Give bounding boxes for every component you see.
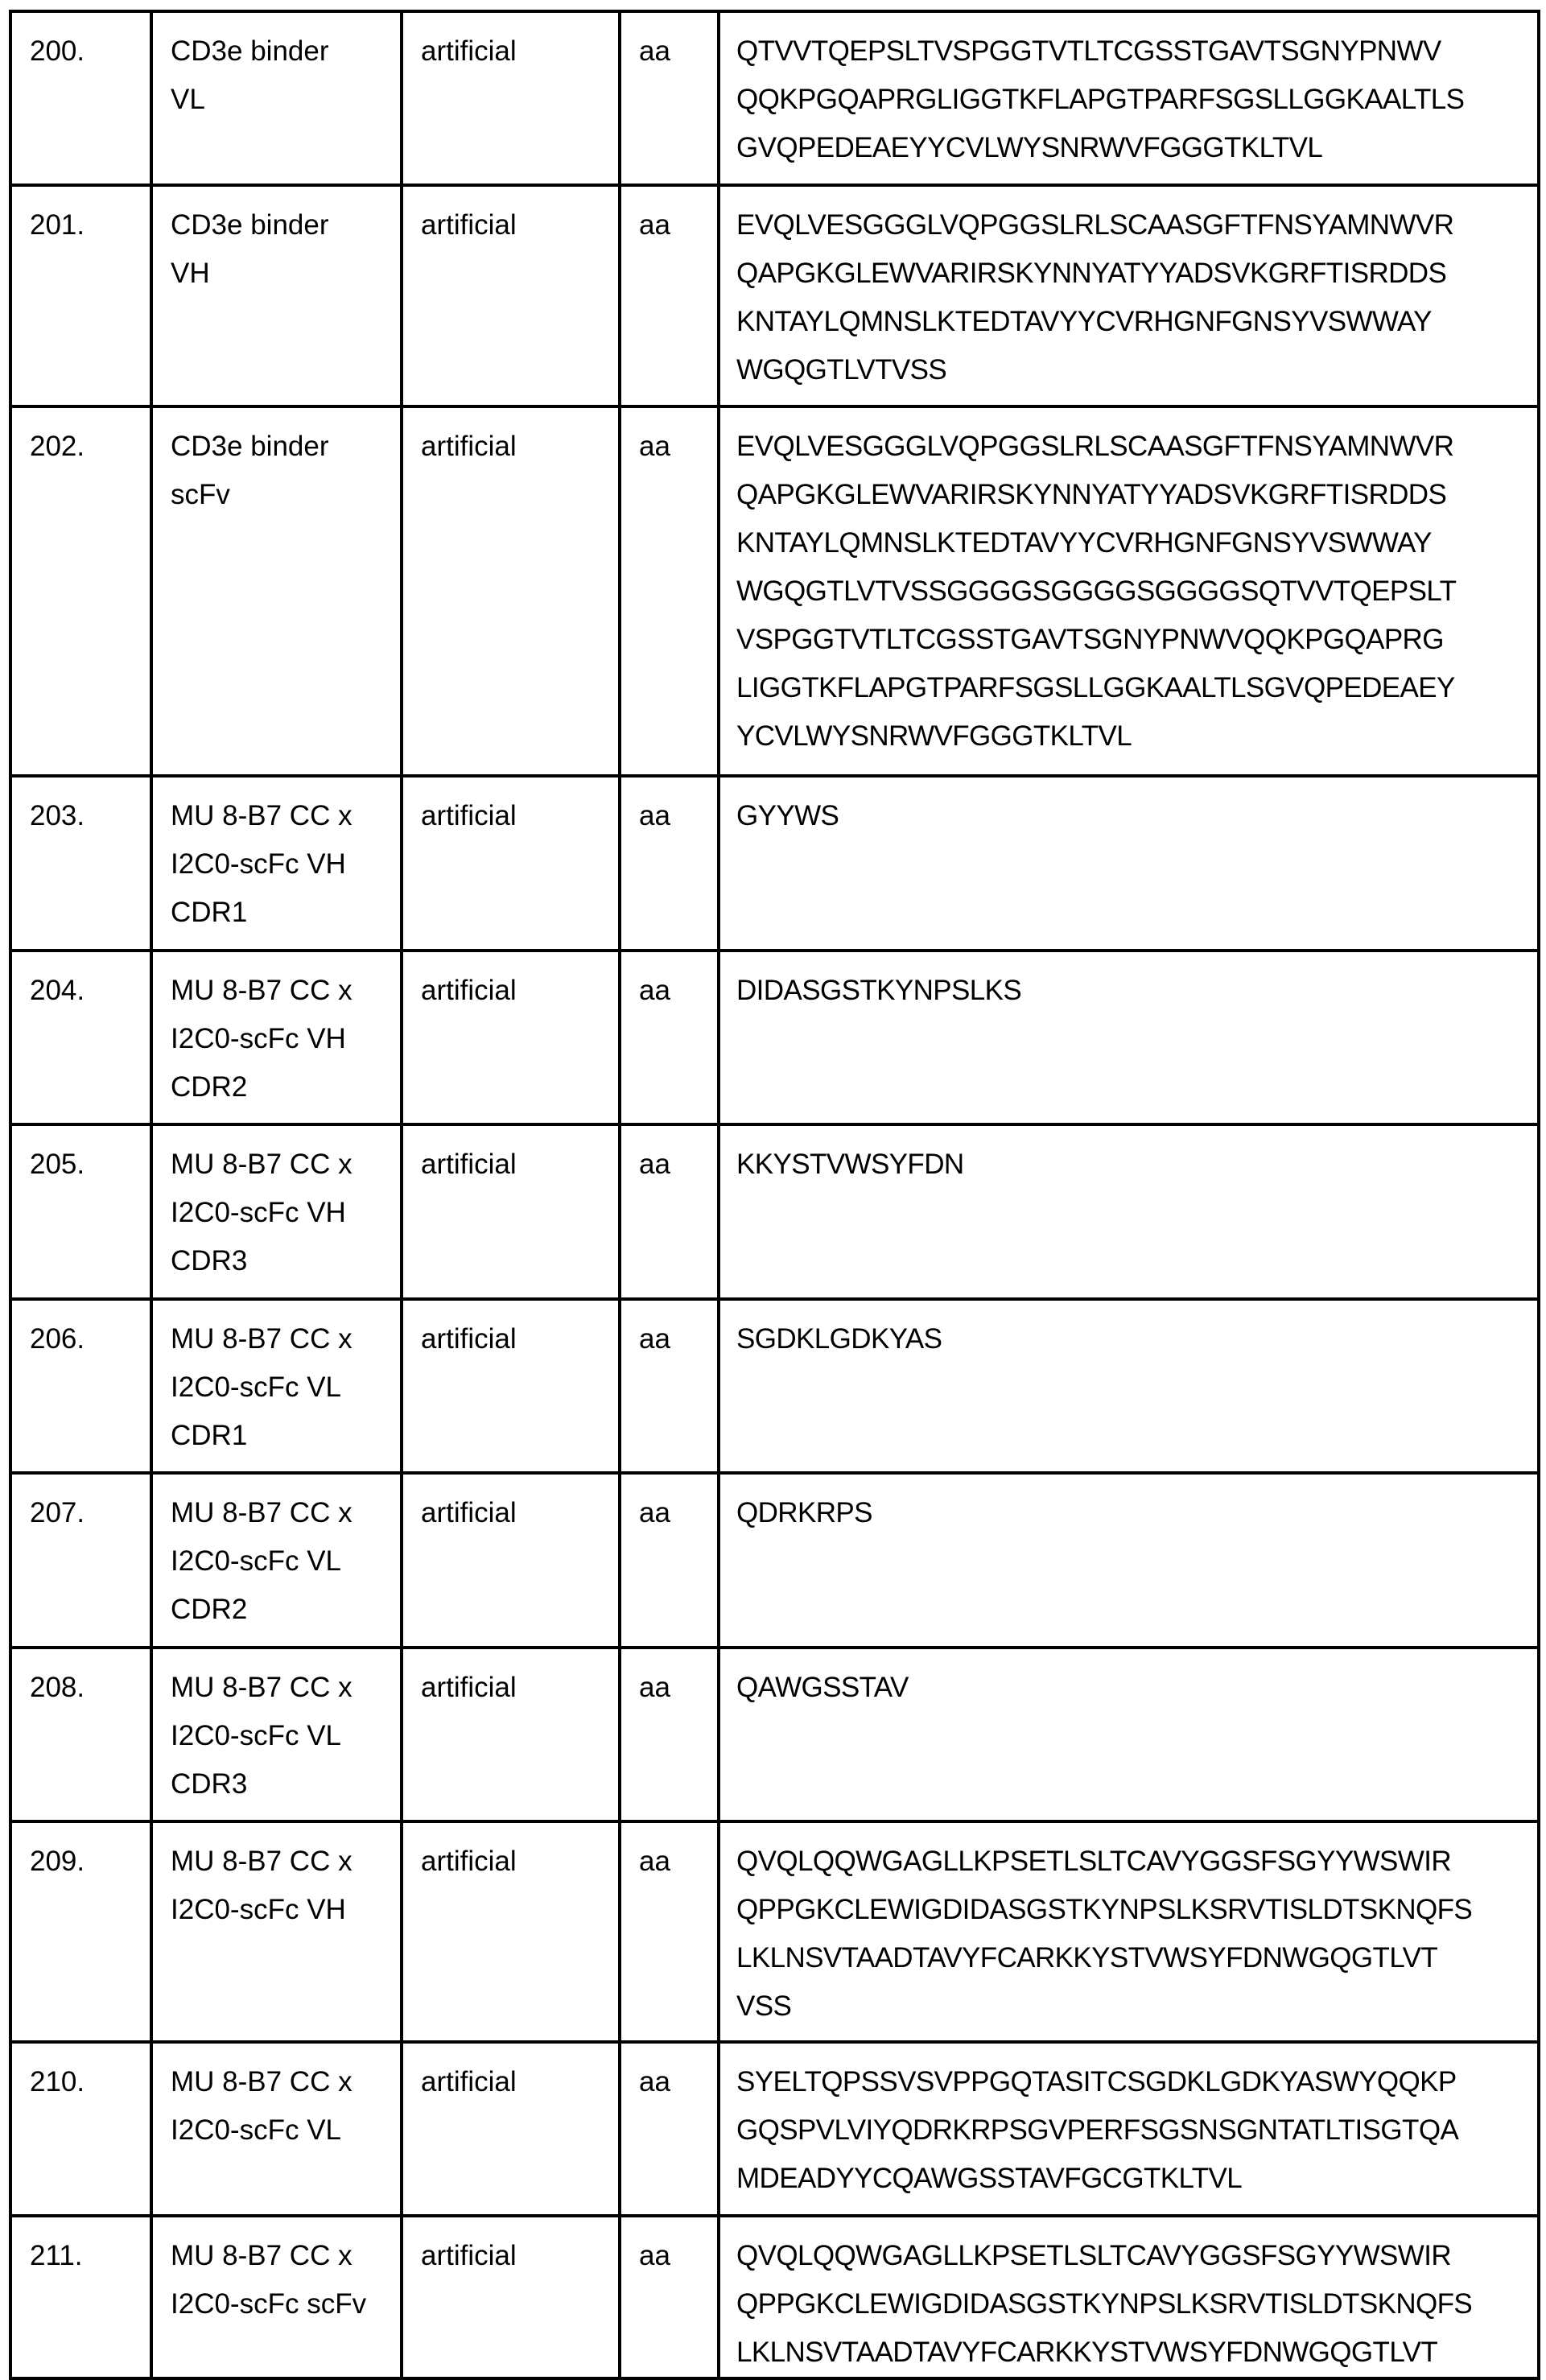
- table-row: [10, 1821, 1539, 2042]
- sequence-line: VSS: [736, 1982, 1537, 2031]
- table-row: [10, 185, 1539, 406]
- table-row: [10, 1124, 1539, 1299]
- seq-id-number: 205.: [10, 1124, 151, 1299]
- sequence-type: aa: [620, 185, 719, 406]
- sequence: [719, 951, 1539, 1124]
- sequence-type: aa: [620, 11, 719, 185]
- sequence-name: CD3e binder scFv: [151, 406, 402, 776]
- sequence-line: QQKPGQAPRGLIGGTKFLAPGTPARFSGSLLGGKAALTLS: [736, 76, 1537, 124]
- sequence-table: [9, 10, 1540, 2380]
- sequence-line: SGDKLGDKYAS: [736, 1315, 1537, 1363]
- sequence: [719, 1473, 1539, 1648]
- sequence-line: LKLNSVTAADTAVYFCARKKYSTVWSYFDNWGQGTLVT: [736, 2328, 1537, 2377]
- seq-id-number: 210.: [10, 2042, 151, 2216]
- seq-id-number: 203.: [10, 776, 151, 951]
- source-origin: artificial: [402, 1821, 620, 2042]
- sequence: [719, 2042, 1539, 2216]
- source-origin: artificial: [402, 185, 620, 406]
- sequence-name: MU 8-B7 CC x I2C0-scFc VL CDR2: [151, 1473, 402, 1648]
- table-row: [10, 406, 1539, 776]
- source-origin: artificial: [402, 2216, 620, 2378]
- sequence-line: WGQGTLVTVSSGGGGSGGGGSGGGGSQTVVTQEPSLT: [736, 567, 1537, 616]
- table-row: [10, 1299, 1539, 1473]
- sequence: [719, 776, 1539, 951]
- sequence-type: aa: [620, 1299, 719, 1473]
- sequence-line: KNTAYLQMNSLKTEDTAVYYCVRHGNFGNSYVSWWAY: [736, 298, 1537, 346]
- table-row: [10, 1473, 1539, 1648]
- seq-id-number: 204.: [10, 951, 151, 1124]
- sequence-line: KNTAYLQMNSLKTEDTAVYYCVRHGNFGNSYVSWWAY: [736, 519, 1537, 567]
- sequence: [719, 406, 1539, 776]
- source-origin: artificial: [402, 1299, 620, 1473]
- sequence-type: aa: [620, 1821, 719, 2042]
- sequence-name: MU 8-B7 CC x I2C0-scFc VH CDR2: [151, 951, 402, 1124]
- table-row: [10, 2216, 1539, 2378]
- sequence-line: EVQLVESGGGLVQPGGSLRLSCAASGFTFNSYAMNWVR: [736, 423, 1537, 471]
- sequence-line: MDEADYYCQAWGSSTAVFGCGTKLTVL: [736, 2155, 1537, 2203]
- source-origin: artificial: [402, 2042, 620, 2216]
- sequence-name: MU 8-B7 CC x I2C0-scFc VH CDR3: [151, 1124, 402, 1299]
- sequence-type: aa: [620, 951, 719, 1124]
- table-row: [10, 11, 1539, 185]
- sequence: [719, 1821, 1539, 2042]
- sequence-line: QAWGSSTAV: [736, 1664, 1537, 1712]
- seq-id-number: 207.: [10, 1473, 151, 1648]
- sequence-line: QAPGKGLEWVARIRSKYNNYATYYADSVKGRFTISRDDS: [736, 471, 1537, 519]
- sequence-line: DIDASGSTKYNPSLKS: [736, 967, 1537, 1015]
- sequence-line: QVQLQQWGAGLLKPSETLSLTCAVYGGSFSGYYWSWIR: [736, 1838, 1537, 1886]
- sequence-line: KKYSTVWSYFDN: [736, 1141, 1537, 1189]
- sequence-name: MU 8-B7 CC x I2C0-scFc VH CDR1: [151, 776, 402, 951]
- source-origin: artificial: [402, 776, 620, 951]
- sequence-line: GYYWS: [736, 792, 1537, 840]
- sequence-line: GQSPVLVIYQDRKRPSGVPERFSGSNSGNTATLTISGTQA: [736, 2106, 1537, 2155]
- sequence-name: MU 8-B7 CC x I2C0-scFc scFv: [151, 2216, 402, 2378]
- table-row: [10, 951, 1539, 1124]
- seq-id-number: 201.: [10, 185, 151, 406]
- sequence-line: SYELTQPSSVSVPPGQTASITCSGDKLGDKYASWYQQKP: [736, 2058, 1537, 2106]
- sequence-name: MU 8-B7 CC x I2C0-scFc VL CDR1: [151, 1299, 402, 1473]
- sequence-line: WGQGTLVTVSS: [736, 346, 1537, 394]
- seq-id-number: 209.: [10, 1821, 151, 2042]
- sequence-type: aa: [620, 2042, 719, 2216]
- seq-id-number: 206.: [10, 1299, 151, 1473]
- sequence-type: aa: [620, 1473, 719, 1648]
- sequence: [719, 11, 1539, 185]
- sequence-name: MU 8-B7 CC x I2C0-scFc VL CDR3: [151, 1648, 402, 1821]
- sequence-line: QVQLQQWGAGLLKPSETLSLTCAVYGGSFSGYYWSWIR: [736, 2232, 1537, 2280]
- sequence-line: QAPGKGLEWVARIRSKYNNYATYYADSVKGRFTISRDDS: [736, 250, 1537, 298]
- source-origin: artificial: [402, 951, 620, 1124]
- sequence-type: aa: [620, 406, 719, 776]
- sequence: [719, 2216, 1539, 2378]
- source-origin: artificial: [402, 1648, 620, 1821]
- source-origin: artificial: [402, 11, 620, 185]
- table-row: [10, 776, 1539, 951]
- table-row: [10, 2042, 1539, 2216]
- sequence-name: MU 8-B7 CC x I2C0-scFc VH: [151, 1821, 402, 2042]
- source-origin: artificial: [402, 406, 620, 776]
- sequence-line: LIGGTKFLAPGTPARFSGSLLGGKAALTLSGVQPEDEAEY: [736, 664, 1537, 712]
- sequence-line: VSPGGTVTLTCGSSTGAVTSGNYPNWVQQKPGQAPRG: [736, 616, 1537, 664]
- sequence-type: aa: [620, 776, 719, 951]
- sequence-name: MU 8-B7 CC x I2C0-scFc VL: [151, 2042, 402, 2216]
- sequence-line: QDRKRPS: [736, 1489, 1537, 1537]
- sequence-line: QPPGKCLEWIGDIDASGSTKYNPSLKSRVTISLDTSKNQFS: [736, 2280, 1537, 2328]
- sequence-name: CD3e binder VH: [151, 185, 402, 406]
- sequence-name: CD3e binder VL: [151, 11, 402, 185]
- source-origin: artificial: [402, 1124, 620, 1299]
- seq-id-number: 211.: [10, 2216, 151, 2378]
- sequence: [719, 1648, 1539, 1821]
- seq-id-number: 202.: [10, 406, 151, 776]
- source-origin: artificial: [402, 1473, 620, 1648]
- sequence-line: QTVVTQEPSLTVSPGGTVTLTCGSSTGAVTSGNYPNWV: [736, 27, 1537, 76]
- sequence-line: LKLNSVTAADTAVYFCARKKYSTVWSYFDNWGQGTLVT: [736, 1934, 1537, 1982]
- table-row: [10, 1648, 1539, 1821]
- seq-id-number: 200.: [10, 11, 151, 185]
- sequence-line: EVQLVESGGGLVQPGGSLRLSCAASGFTFNSYAMNWVR: [736, 201, 1537, 250]
- sequence-type: aa: [620, 2216, 719, 2378]
- sequence: [719, 1124, 1539, 1299]
- sequence: [719, 185, 1539, 406]
- sequence-line: GVQPEDEAEYYCVLWYSNRWVFGGGTKLTVL: [736, 124, 1537, 172]
- sequence-line: QPPGKCLEWIGDIDASGSTKYNPSLKSRVTISLDTSKNQFS: [736, 1886, 1537, 1934]
- sequence: [719, 1299, 1539, 1473]
- sequence-type: aa: [620, 1124, 719, 1299]
- sequence-type: aa: [620, 1648, 719, 1821]
- sequence-line: YCVLWYSNRWVFGGGTKLTVL: [736, 712, 1537, 761]
- seq-id-number: 208.: [10, 1648, 151, 1821]
